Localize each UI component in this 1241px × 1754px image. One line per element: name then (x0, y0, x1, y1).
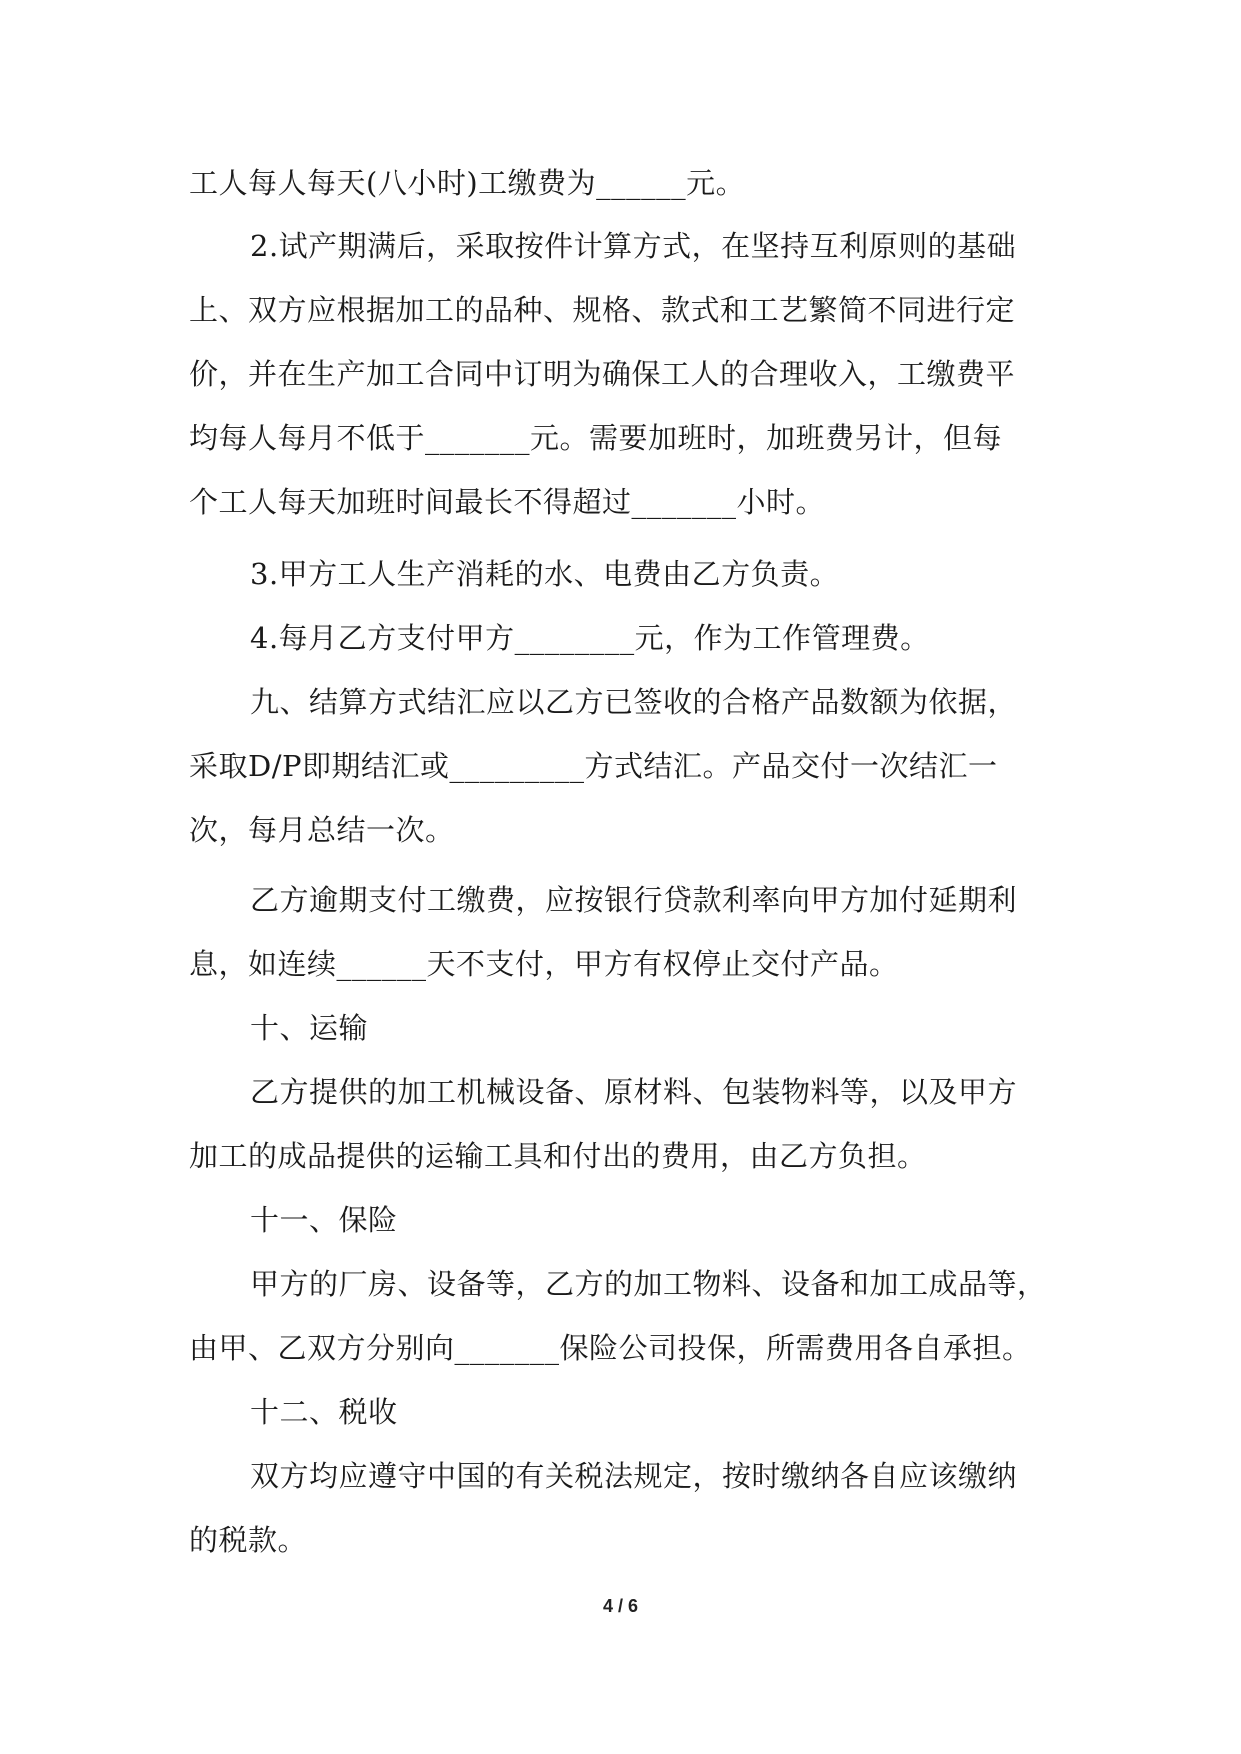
text-line: 甲方的厂房、设备等，乙方的加工物料、设备和加工成品等， (250, 1267, 1047, 1301)
text-line: 价，并在生产加工合同中订明为确保工人的合理收入，工缴费平 (189, 357, 1016, 391)
text-line: 采取D/P即期结汇或_________方式结汇。产品交付一次结汇一 (189, 749, 998, 783)
text-line: 3.甲方工人生产消耗的水、电费由乙方负责。 (250, 557, 840, 591)
text-line: 工人每人每天(八小时)工缴费为______元。 (189, 166, 746, 200)
section-heading: 十、运输 (250, 1011, 369, 1045)
text-line: 息，如连续______天不支付，甲方有权停止交付产品。 (189, 947, 899, 981)
text-line: 均每人每月不低于_______元。需要加班时，加班费另计，但每 (189, 421, 1003, 455)
text-line: 2.试产期满后，采取按件计算方式，在坚持互利原则的基础 (250, 229, 1017, 263)
text-line: 上、双方应根据加工的品种、规格、款式和工艺繁简不同进行定 (189, 293, 1016, 327)
text-line: 4.每月乙方支付甲方________元，作为工作管理费。 (250, 621, 930, 655)
text-line: 双方均应遵守中国的有关税法规定，按时缴纳各自应该缴纳 (250, 1459, 1018, 1493)
page-number: 4 / 6 (602, 1596, 639, 1616)
text-line: 次，每月总结一次。 (189, 813, 455, 847)
text-line: 乙方逾期支付工缴费，应按银行贷款利率向甲方加付延期利 (250, 883, 1018, 917)
text-line: 个工人每天加班时间最长不得超过_______小时。 (189, 485, 826, 519)
text-line: 九、结算方式结汇应以乙方已签收的合格产品数额为依据， (250, 685, 1018, 719)
text-line: 的税款。 (189, 1523, 308, 1557)
text-line: 乙方提供的加工机械设备、原材料、包装物料等，以及甲方 (250, 1075, 1018, 1109)
section-heading: 十一、保险 (250, 1203, 398, 1237)
section-heading: 十二、税收 (250, 1395, 398, 1429)
text-line: 由甲、乙双方分别向_______保险公司投保，所需费用各自承担。 (189, 1331, 1032, 1365)
text-line: 加工的成品提供的运输工具和付出的费用，由乙方负担。 (189, 1139, 927, 1173)
